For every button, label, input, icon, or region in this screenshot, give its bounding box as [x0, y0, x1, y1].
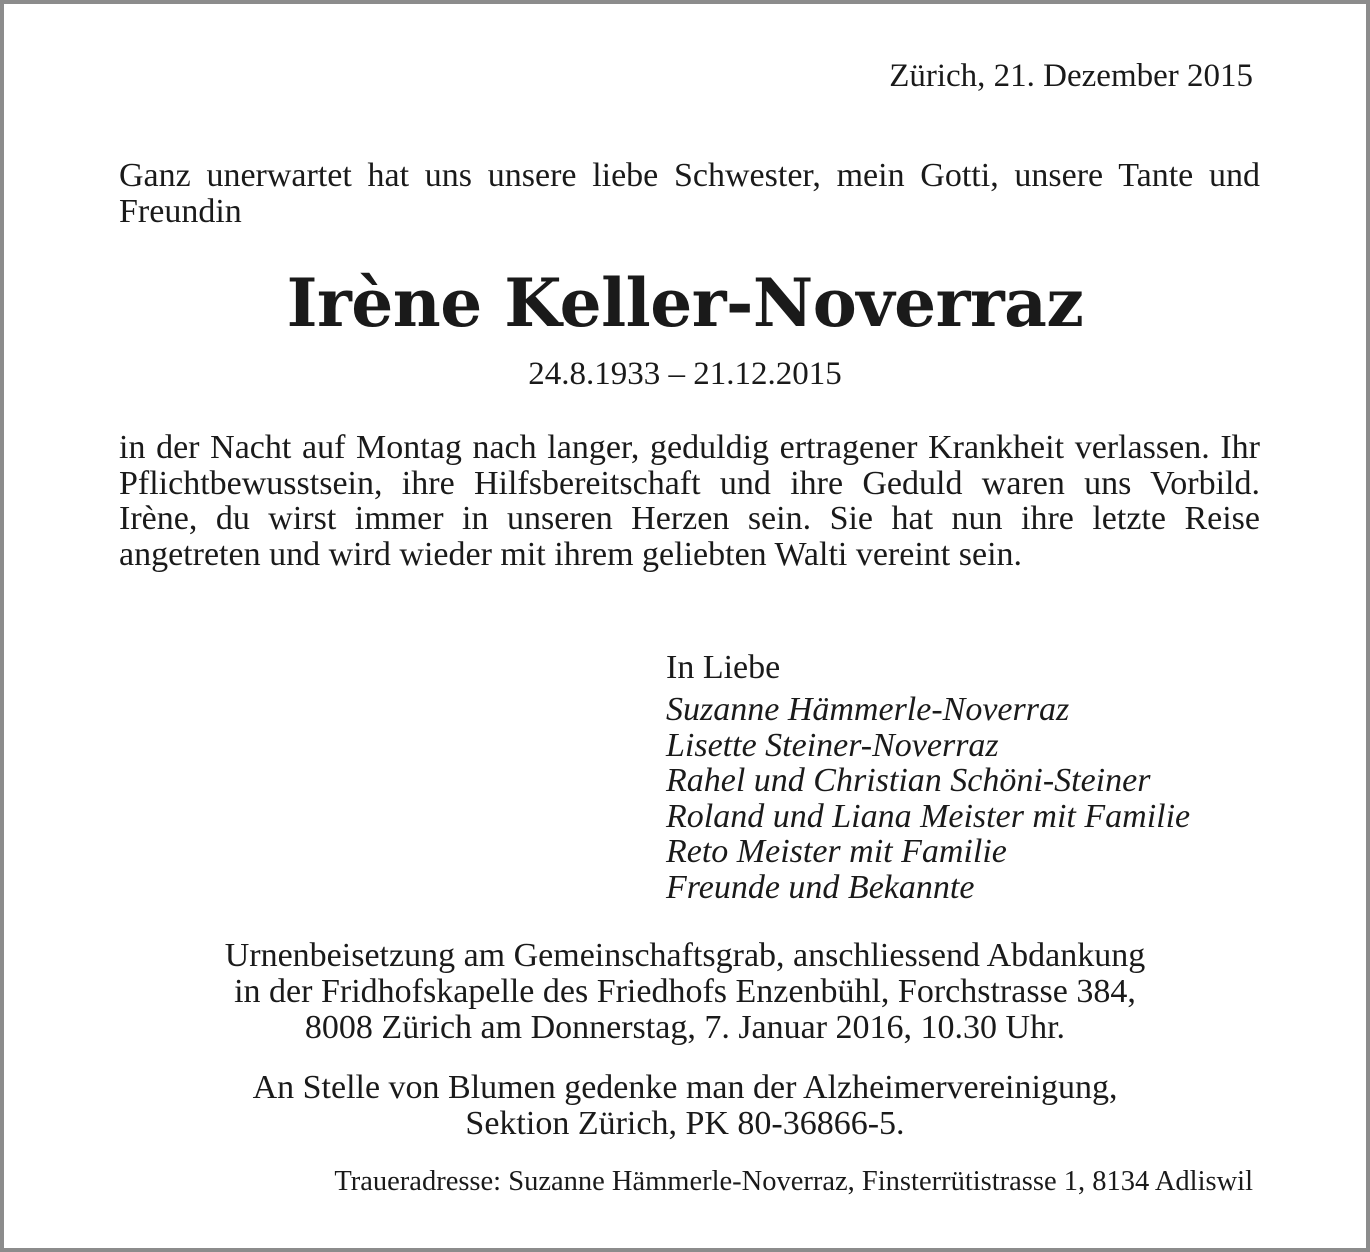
body-text: in der Nacht auf Montag nach langer, geduldig ertragener Krankheit verlassen. Ihr Pflichtbewusstsein, ihre Hilfsbereitschaft und ihre Geduld waren uns Vorbild. Irène, du wirst immer in unseren Herzen sein. Sie hat nun ihre letzte Reise angetreten und wird wieder mit ihrem geliebten Walti vereint sein. — [119, 429, 1260, 573]
service-line: Urnenbeisetzung am Gemeinschaftsgrab, anschliessend Abdankung — [224, 937, 1146, 974]
service-line: in der Fridhofskapelle des Friedhofs Enzenbühl, Forchstrasse 384, — [234, 973, 1136, 1010]
mourner-name: Roland und Liana Meister mit Familie — [666, 797, 1191, 835]
mourner-name: Suzanne Hämmerle-Noverraz — [666, 691, 1070, 728]
mourner-name: Lisette Steiner-Noverraz — [666, 726, 999, 764]
service-line: 8008 Zürich am Donnerstag, 7. Januar 2016, 10.30 Uhr. — [304, 1009, 1066, 1046]
mourning-address: Traueradresse: Suzanne Hämmerle-Noverraz, Finsterrütistrasse 1, 8134 Adliswil — [334, 1166, 1253, 1197]
signoff-intro: In Liebe — [666, 649, 781, 686]
mourners-list — [666, 692, 1190, 905]
signoff-block — [666, 648, 1190, 905]
deceased-name: Irène Keller-Noverraz — [286, 264, 1084, 342]
donation-info — [4, 1070, 1366, 1142]
mourner-name: Rahel und Christian Schöni-Steiner — [666, 762, 1151, 799]
donation-line: Sektion Zürich, PK 80-36866-5. — [465, 1105, 905, 1142]
intro-text: Ganz unerwartet hat uns unsere liebe Schwester, mein Gotti, unsere Tante und Freundin — [119, 157, 1260, 230]
mourner-name: Freunde und Bekannte — [666, 868, 975, 906]
lifespan-dates: 24.8.1933 – 21.12.2015 — [528, 356, 842, 392]
mourner-name: Reto Meister mit Familie — [666, 833, 1007, 870]
donation-line: An Stelle von Blumen gedenke man der Alzheimervereinigung, — [252, 1069, 1118, 1106]
funeral-service-info — [4, 938, 1366, 1046]
date-line: Zürich, 21. Dezember 2015 — [889, 58, 1253, 94]
